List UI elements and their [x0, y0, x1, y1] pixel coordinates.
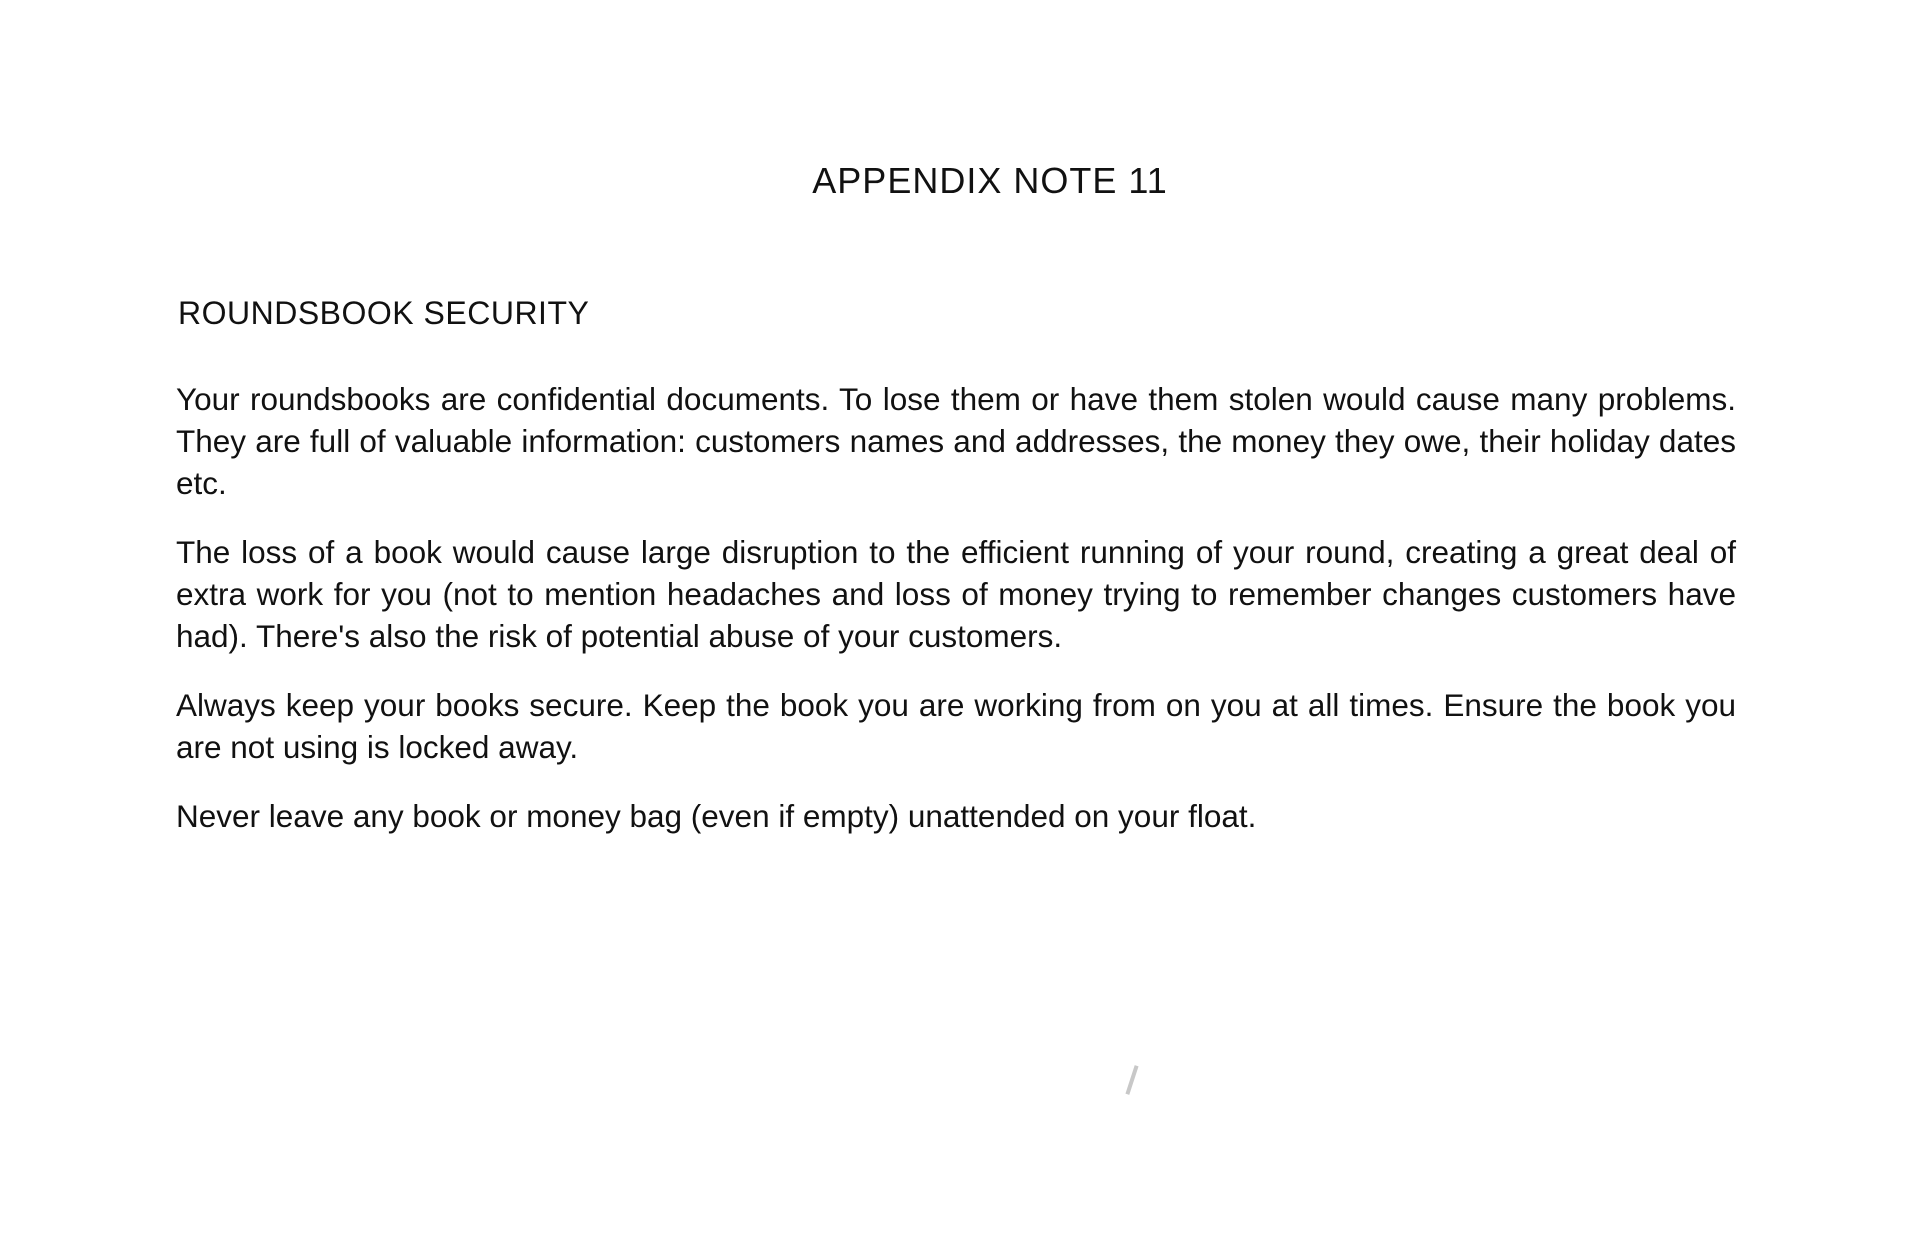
section-title: ROUNDSBOOK SECURITY: [178, 295, 590, 331]
stray-pen-mark: [1125, 1065, 1138, 1095]
paragraph-never-leave: Never leave any book or money bag (even if empty) unattended on your float.: [176, 798, 1257, 834]
page-heading: APPENDIX NOTE 11: [812, 160, 1168, 201]
paragraph-loss-impact: The loss of a book would cause large disruption to the efficient running of your round, creating a great deal of extra work for you (not to mention headaches and loss of money trying to remember changes customers have had). There's also the risk of potential abuse of your customers.: [176, 534, 1736, 654]
paragraph-keep-secure: Always keep your books secure. Keep the book you are working from on you at all times. Ensure the book you are not using is locked away.: [176, 687, 1736, 765]
paragraph-confidentiality: Your roundsbooks are confidential documents. To lose them or have them stolen would cause many problems. They are full of valuable information: customers names and addresses, the money they owe, their holiday dates etc.: [176, 381, 1736, 501]
body-text: [176, 378, 1736, 864]
